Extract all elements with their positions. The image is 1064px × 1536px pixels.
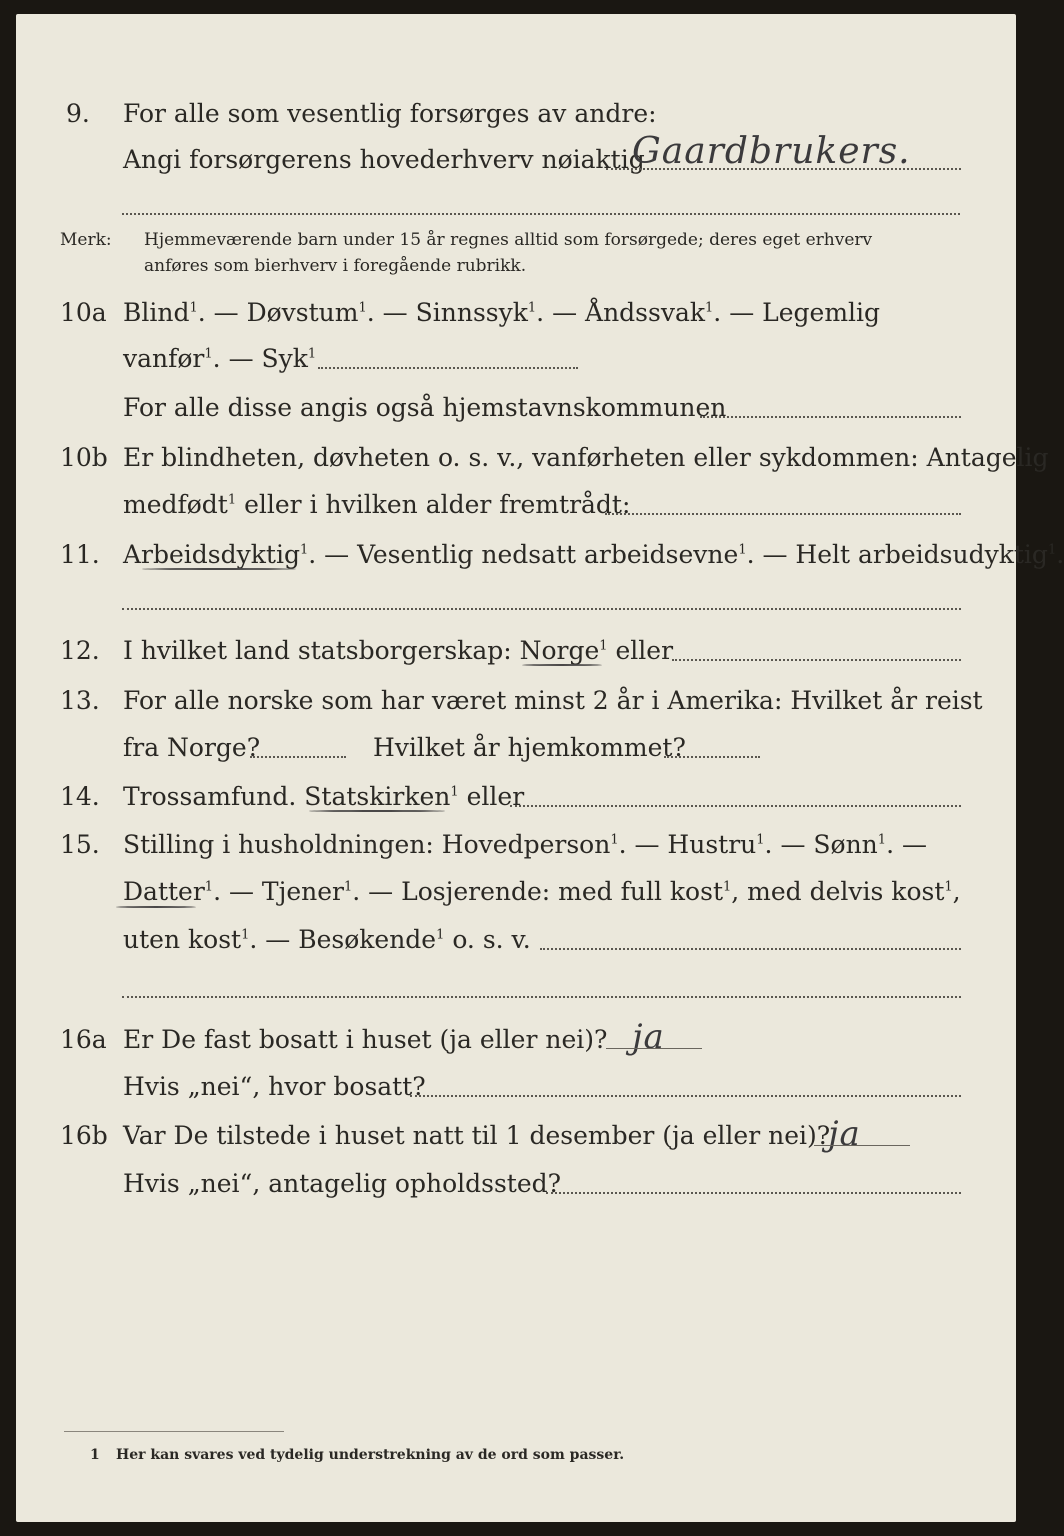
q15-answer-line[interactable] (540, 948, 961, 950)
q15-number: 15. (60, 830, 100, 859)
q16a-number: 16a (60, 1025, 107, 1054)
q16b-line2: Hvis „nei“, antagelig opholdssted? (123, 1169, 562, 1198)
q11-line1: Arbeidsdyktig$^1$. — Vesentlig nedsatt arbeidsevne$^1$. — Helt arbeidsudyktig$^1$. (123, 540, 1064, 569)
q15-line1: Stilling i husholdningen: Hovedperson$^1$. — Hustru$^1$. — Sønn$^1$. — (123, 830, 927, 859)
q13-hjemkommet-line[interactable] (664, 756, 760, 758)
q13-line2b: Hvilket år hjemkommet? (373, 733, 686, 762)
q10a-syk-line[interactable] (318, 367, 578, 369)
q14-statskirken-underline (309, 810, 445, 812)
q16b-answer-line[interactable] (814, 1145, 910, 1146)
q16b-opholdssted-line[interactable] (546, 1192, 961, 1194)
footnote-mark: 1 (90, 1447, 100, 1463)
merk-line2: anføres som bierhverv i foregående rubrikk. (144, 256, 527, 276)
q10b-line1: Er blindheten, døvheten o. s. v., vanførheten eller sykdommen: Antagelig (123, 443, 1049, 472)
q15-extra-line (122, 996, 961, 998)
q10a-number: 10a (60, 298, 107, 327)
q13-line1: For alle norske som har været minst 2 år i Amerika: Hvilket år reist (123, 686, 983, 715)
footnote-text: Her kan svares ved tydelig understrekning av de ord som passer. (116, 1447, 625, 1463)
q16a-line2: Hvis „nei“, hvor bosatt? (123, 1072, 426, 1101)
q11-number: 11. (60, 540, 100, 569)
q16a-handwritten-answer: ja (632, 1017, 665, 1057)
q14-line1: Trossamfund. Statskirken$^1$ eller (123, 782, 525, 811)
q12-norge-underline (522, 664, 602, 666)
q16a-line1: Er De fast bosatt i huset (ja eller nei)? (123, 1025, 608, 1054)
q10a-line1: Blind$^1$. — Døvstum$^1$. — Sinnssyk$^1$. — Åndssvak$^1$. — Legemlig (123, 298, 881, 327)
q13-line2a: fra Norge? (123, 733, 261, 762)
q16b-number: 16b (60, 1121, 108, 1150)
q14-number: 14. (60, 782, 100, 811)
q15-line2: Datter$^1$. — Tjener$^1$. — Losjerende: med full kost$^1$, med delvis kost$^1$, (123, 877, 961, 906)
q9-line2: Angi forsørgerens hovederhverv nøiaktig (123, 145, 645, 174)
q15-line3: uten kost$^1$. — Besøkende$^1$ o. s. v. (123, 925, 531, 954)
q11-extra-line (122, 608, 961, 610)
q10a-line2: vanfør$^1$. — Syk$^1$ (123, 344, 317, 373)
q16a-answer-line[interactable] (606, 1048, 702, 1049)
q12-answer-line[interactable] (672, 659, 961, 661)
q10a-line3: For alle disse angis også hjemstavnskommunen (123, 393, 727, 422)
q11-arbeidsdyktig-underline (142, 568, 296, 570)
q10b-number: 10b (60, 443, 108, 472)
q16a-bosatt-line[interactable] (410, 1095, 961, 1097)
q9-number: 9. (66, 99, 90, 128)
q9-line1: For alle som vesentlig forsørges av andre: (123, 99, 657, 128)
q9-extra-line (122, 213, 960, 215)
merk-line1: Hjemmeværende barn under 15 år regnes alltid som forsørgede; deres eget erhverv (144, 230, 873, 250)
q12-number: 12. (60, 636, 100, 665)
q10b-line2: medfødt$^1$ eller i hvilken alder fremtrådt: (123, 490, 631, 519)
q9-handwritten-answer: Gaardbrukers. (632, 131, 911, 172)
q16b-handwritten-answer: ja (828, 1114, 861, 1154)
q14-answer-line[interactable] (510, 805, 961, 807)
q10a-hjemstavn-line[interactable] (700, 416, 961, 418)
footnote-rule (64, 1431, 284, 1432)
q16b-line1: Var De tilstede i huset natt til 1 desember (ja eller nei)? (123, 1121, 831, 1150)
q10b-answer-line[interactable] (605, 513, 961, 515)
q13-reist-line[interactable] (250, 756, 346, 758)
q13-number: 13. (60, 686, 100, 715)
merk-label: Merk: (60, 230, 112, 250)
q15-datter-underline (116, 906, 196, 908)
q12-line1: I hvilket land statsborgerskap: Norge$^1$ eller (123, 636, 674, 665)
